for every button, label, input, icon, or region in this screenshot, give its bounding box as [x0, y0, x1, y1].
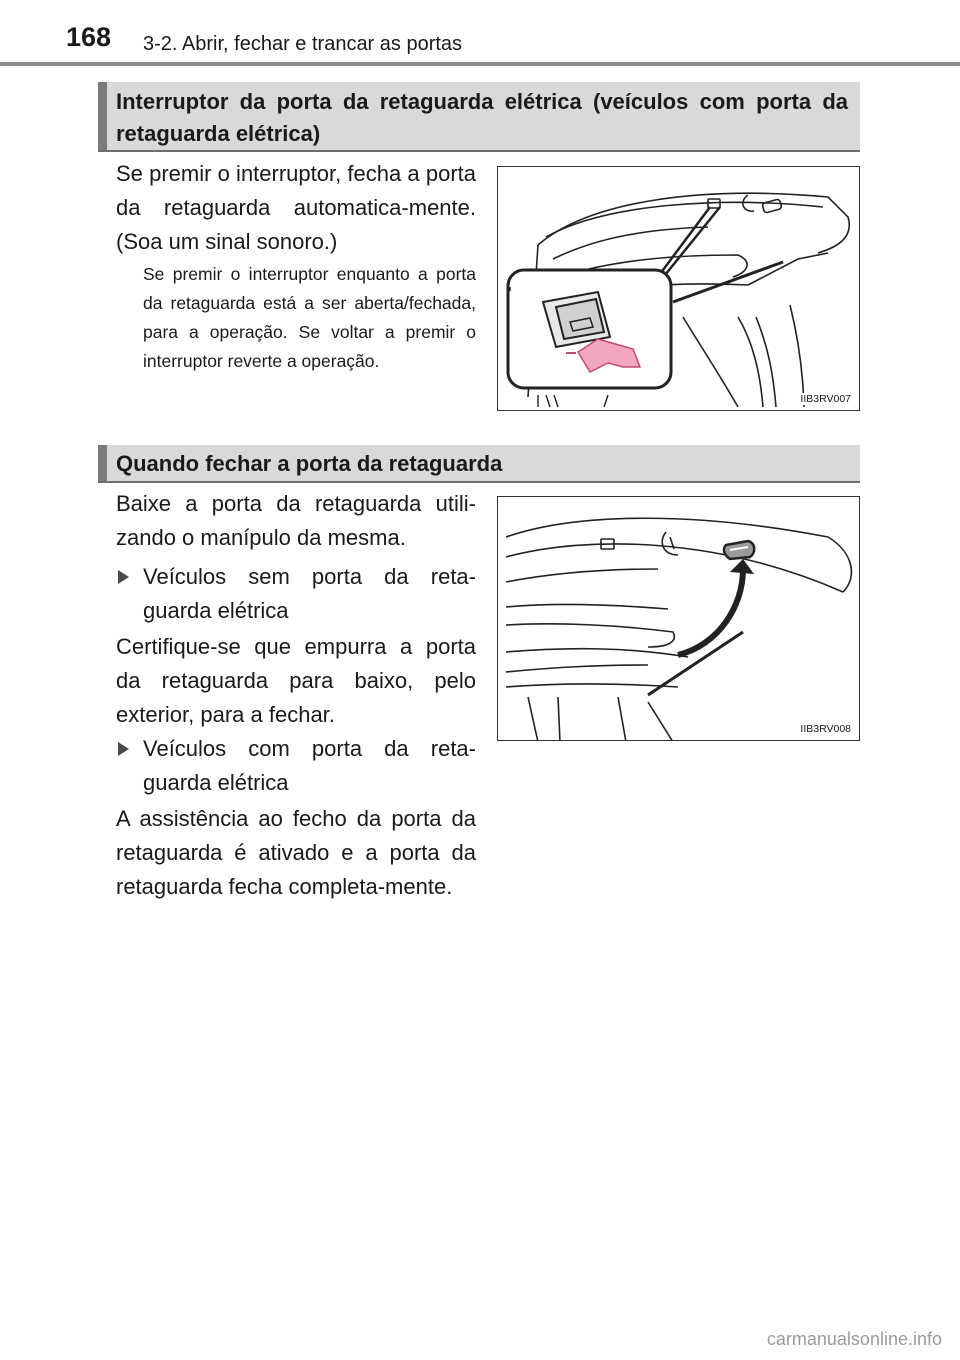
header-section-title: 3-2. Abrir, fechar e trancar as portas [143, 33, 463, 55]
note-paragraph: Se premir o interruptor enquanto a porta da retaguarda está a ser aberta/fechada, para a operação. Se voltar a premir o interruptor reverte a operação. [143, 264, 476, 371]
watermark: carmanualsonline.info [766, 1329, 942, 1349]
bullet-no-power-tailgate [116, 560, 476, 628]
tailgate-switch-illustration [498, 167, 860, 411]
bullet-arrow-icon [118, 742, 129, 756]
section-heading-power-switch [98, 82, 860, 152]
figure-code: IIB3RV008 [800, 723, 851, 735]
body-paragraph-switch: Se premir o interruptor, fecha a porta da retaguarda automatica-mente. (Soa um sinal sonoro.) [116, 161, 476, 254]
body-paragraph-push-down: Certifique-se que empurra a porta da retaguarda para baixo, pelo exterior, para a fechar. [116, 634, 476, 727]
section-heading-text: Interruptor da porta da retaguarda elétrica (veículos com porta da retaguarda elétrica) [116, 89, 848, 146]
page-number: 168 [66, 22, 112, 52]
bullet-with-power-tailgate [116, 732, 476, 800]
figure-tailgate-handle [497, 496, 860, 741]
figure-code: IIB3RV007 [800, 393, 851, 405]
bullet-label: Veículos sem porta da reta-guarda elétrica [143, 564, 476, 623]
body-paragraph-close-assist: A assistência ao fecho da porta da retaguarda é ativado e a porta da retaguarda fecha completa-mente. [116, 806, 476, 899]
header-rule [0, 62, 960, 66]
heading-accent-bar [98, 82, 107, 150]
section-heading-text: Quando fechar a porta da retaguarda [116, 451, 503, 476]
bullet-label: Veículos com porta da reta-guarda elétrica [143, 736, 476, 795]
section-heading-closing [98, 445, 860, 483]
heading-accent-bar [98, 445, 107, 481]
tailgate-handle-illustration [498, 497, 860, 741]
bullet-arrow-icon [118, 570, 129, 584]
body-paragraph-closing: Baixe a porta da retaguarda utili-zando o manípulo da mesma. [116, 491, 476, 550]
figure-power-switch [497, 166, 860, 411]
